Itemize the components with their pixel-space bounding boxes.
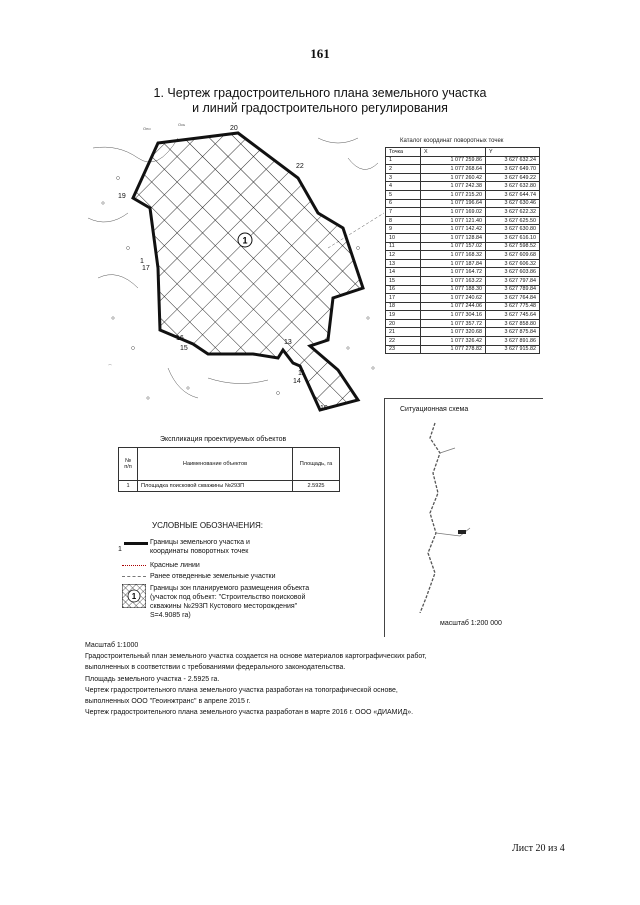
cell: 3 627 609.68 [486, 251, 540, 260]
cell: 10 [386, 233, 421, 242]
legend-boundary-text: Границы земельного участка и координаты поворотных точек [150, 539, 250, 555]
cell: 3 627 632.24 [486, 156, 540, 165]
cell: 6 [386, 199, 421, 208]
notes-scale: Масштаб 1:1000 [85, 642, 139, 649]
point-label: 15 [180, 345, 188, 352]
table-row [386, 225, 540, 234]
cell: 1 077 163.22 [421, 276, 486, 285]
explication-title: Экспликация проектируемых объектов [160, 436, 287, 443]
cell: 1 077 187.84 [421, 259, 486, 268]
legend-previous: Ранее отведенные земельные участки [150, 573, 276, 580]
cell: 1 077 169.02 [421, 208, 486, 217]
table-header-row [119, 448, 340, 481]
cell: 13 [386, 259, 421, 268]
title-line-2: и линий градостроительного регулирования [192, 101, 448, 115]
legend-title: УСЛОВНЫЕ ОБОЗНАЧЕНИЯ: [152, 521, 263, 530]
cell: 5 [386, 190, 421, 199]
cell: 3 627 649.22 [486, 173, 540, 182]
notes-block [85, 640, 426, 718]
col-header: Точка [386, 148, 421, 157]
coordinates-table [385, 147, 540, 354]
cell: 19 [386, 311, 421, 320]
table-row [386, 233, 540, 242]
cell: 4 [386, 182, 421, 191]
legend-previous-symbol [122, 576, 146, 577]
table-row [386, 242, 540, 251]
point-label: 16 [176, 335, 184, 342]
table-header-row [386, 148, 540, 157]
point-label: 11 [298, 370, 306, 377]
legend-zone-marker: 1 [131, 592, 137, 601]
coordinates-table-body [386, 156, 540, 354]
cell: 3 627 797.84 [486, 276, 540, 285]
cell: 1 077 188.30 [421, 285, 486, 294]
cell: 22 [386, 337, 421, 346]
point-label: 10 [320, 405, 328, 412]
svg-text:⌒: ⌒ [108, 364, 112, 369]
cell: 1 077 244.06 [421, 302, 486, 311]
table-row [386, 199, 540, 208]
legend-red-lines: Красные линии [150, 562, 200, 569]
cell: 3 627 630.46 [486, 199, 540, 208]
explication-table [118, 447, 340, 492]
table-row [386, 156, 540, 165]
table-row [386, 345, 540, 354]
cell: 3 627 764.84 [486, 294, 540, 303]
cell: 16 [386, 285, 421, 294]
cell: 3 627 603.86 [486, 268, 540, 277]
cell: 23 [386, 345, 421, 354]
table-row [386, 276, 540, 285]
table-row [386, 319, 540, 328]
point-label: 13 [284, 339, 292, 346]
cell: 1 077 196.64 [421, 199, 486, 208]
table-row [386, 311, 540, 320]
zone-marker: 1 [242, 235, 248, 246]
title-line-1: 1. Чертеж градостроительного плана земельного участка [153, 86, 487, 100]
point-label: 14 [293, 378, 301, 385]
point-label: 17 [142, 265, 150, 272]
svg-text:Ось: Ось [178, 122, 186, 127]
table-row [386, 337, 540, 346]
cell: 9 [386, 225, 421, 234]
cell: 21 [386, 328, 421, 337]
table-row [386, 268, 540, 277]
situation-map [400, 418, 520, 613]
cell: 3 627 616.10 [486, 233, 540, 242]
cell: 3 627 625.50 [486, 216, 540, 225]
notes-line: Площадь земельного участка - 2.5925 га. [85, 675, 220, 683]
col-header: № п/п [119, 448, 138, 481]
legend-boundary-symbol [118, 540, 148, 560]
table-row [386, 294, 540, 303]
situation-title: Ситуационная схема [400, 406, 469, 413]
legend-zone-line: скважины №293П Кустового месторождения" [150, 603, 298, 610]
cell: 12 [386, 251, 421, 260]
table-row [386, 251, 540, 260]
cell: 2.5925 [293, 481, 340, 492]
cell: 18 [386, 302, 421, 311]
cell: 7 [386, 208, 421, 217]
legend-zone-symbol [122, 584, 146, 608]
point-label: 19 [118, 193, 126, 200]
cell: 1 077 157.02 [421, 242, 486, 251]
cell: 1 [386, 156, 421, 165]
cell: 1 077 240.62 [421, 294, 486, 303]
table-row [386, 302, 540, 311]
cell: 17 [386, 294, 421, 303]
cell: 11 [386, 242, 421, 251]
cell: 1 077 142.42 [421, 225, 486, 234]
notes-line: выполненных ООО "Геоинжтранс" в апреле 2015 г. [85, 698, 251, 706]
notes-line: выполненных в соответствии с требованиями федерального законодательства. [85, 664, 346, 672]
table-row [386, 328, 540, 337]
legend-zone-text [150, 584, 350, 620]
cell: 1 077 260.42 [421, 173, 486, 182]
legend-boundary-marker: 1 [118, 546, 122, 553]
cell: 3 627 630.80 [486, 225, 540, 234]
cell: 1 077 128.84 [421, 233, 486, 242]
notes-line: Градостроительный план земельного участка создается на основе материалов картографических работ, [85, 653, 427, 661]
cell: 1 077 268.64 [421, 165, 486, 174]
cell: 1 077 164.72 [421, 268, 486, 277]
cell: 1 077 259.86 [421, 156, 486, 165]
cell: 20 [386, 319, 421, 328]
cell: 3 627 632.80 [486, 182, 540, 191]
notes-line: Чертеж градостроительного плана земельного участка разработан в марте 2016 г. ООО «ДИАМИД». [85, 709, 414, 717]
table-row [386, 190, 540, 199]
page-number: 161 [310, 46, 330, 61]
cell: 1 077 357.72 [421, 319, 486, 328]
col-header: Площадь, га [293, 448, 340, 481]
cell: 1 077 215.20 [421, 190, 486, 199]
table-row [386, 208, 540, 217]
cell: 1 077 242.38 [421, 182, 486, 191]
cell: 1 [119, 481, 138, 492]
cell: 3 627 745.64 [486, 311, 540, 320]
cell: Площадка поисковой скважины №293П [138, 481, 293, 492]
cell: 1 077 278.82 [421, 345, 486, 354]
cell: 14 [386, 268, 421, 277]
legend-zone-line: S=4.9085 га) [150, 612, 191, 619]
table-row [386, 182, 540, 191]
col-header: Y [486, 148, 540, 157]
point-label: 20 [230, 125, 238, 132]
situation-scale: масштаб 1:200 000 [440, 620, 502, 627]
col-header: X [421, 148, 486, 157]
cell: 8 [386, 216, 421, 225]
page-title [120, 86, 520, 116]
notes-line: Чертеж градостроительного плана земельного участка разработан на топографической основе, [85, 686, 398, 694]
cell: 1 077 168.32 [421, 251, 486, 260]
cell: 1 077 326.42 [421, 337, 486, 346]
cell: 3 627 875.84 [486, 328, 540, 337]
cell: 3 627 649.70 [486, 165, 540, 174]
cell: 3 627 789.84 [486, 285, 540, 294]
cell: 1 077 304.16 [421, 311, 486, 320]
table-row [386, 165, 540, 174]
point-label: 22 [296, 163, 304, 170]
cell: 3 627 598.52 [486, 242, 540, 251]
table-row [119, 481, 340, 492]
cell: 1 077 121.40 [421, 216, 486, 225]
cell: 3 [386, 173, 421, 182]
table-row [386, 259, 540, 268]
cell: 3 627 858.80 [486, 319, 540, 328]
legend-red-line-symbol [122, 565, 146, 566]
legend-zone-line: Границы зон планируемого размещения объекта [150, 585, 310, 592]
cell: 2 [386, 165, 421, 174]
cell: 15 [386, 276, 421, 285]
legend-zone-line: (участок под объект: "Строительство поисковой [150, 594, 306, 601]
cell: 3 627 891.86 [486, 337, 540, 346]
cell: 3 627 775.48 [486, 302, 540, 311]
table-row [386, 216, 540, 225]
cell: 3 627 622.32 [486, 208, 540, 217]
col-header: Наименование объектов [138, 448, 293, 481]
catalog-caption: Каталог координат поворотных точек [400, 138, 504, 144]
cell: 3 627 915.82 [486, 345, 540, 354]
site-plan-drawing [88, 118, 388, 418]
cell: 3 627 644.74 [486, 190, 540, 199]
sheet-number: Лист 20 из 4 [512, 843, 565, 854]
point-label: 1 [140, 258, 144, 265]
cell: 3 627 606.32 [486, 259, 540, 268]
svg-text:Оно: Оно [143, 126, 151, 131]
table-row [386, 173, 540, 182]
cell: 1 077 320.68 [421, 328, 486, 337]
table-row [386, 285, 540, 294]
